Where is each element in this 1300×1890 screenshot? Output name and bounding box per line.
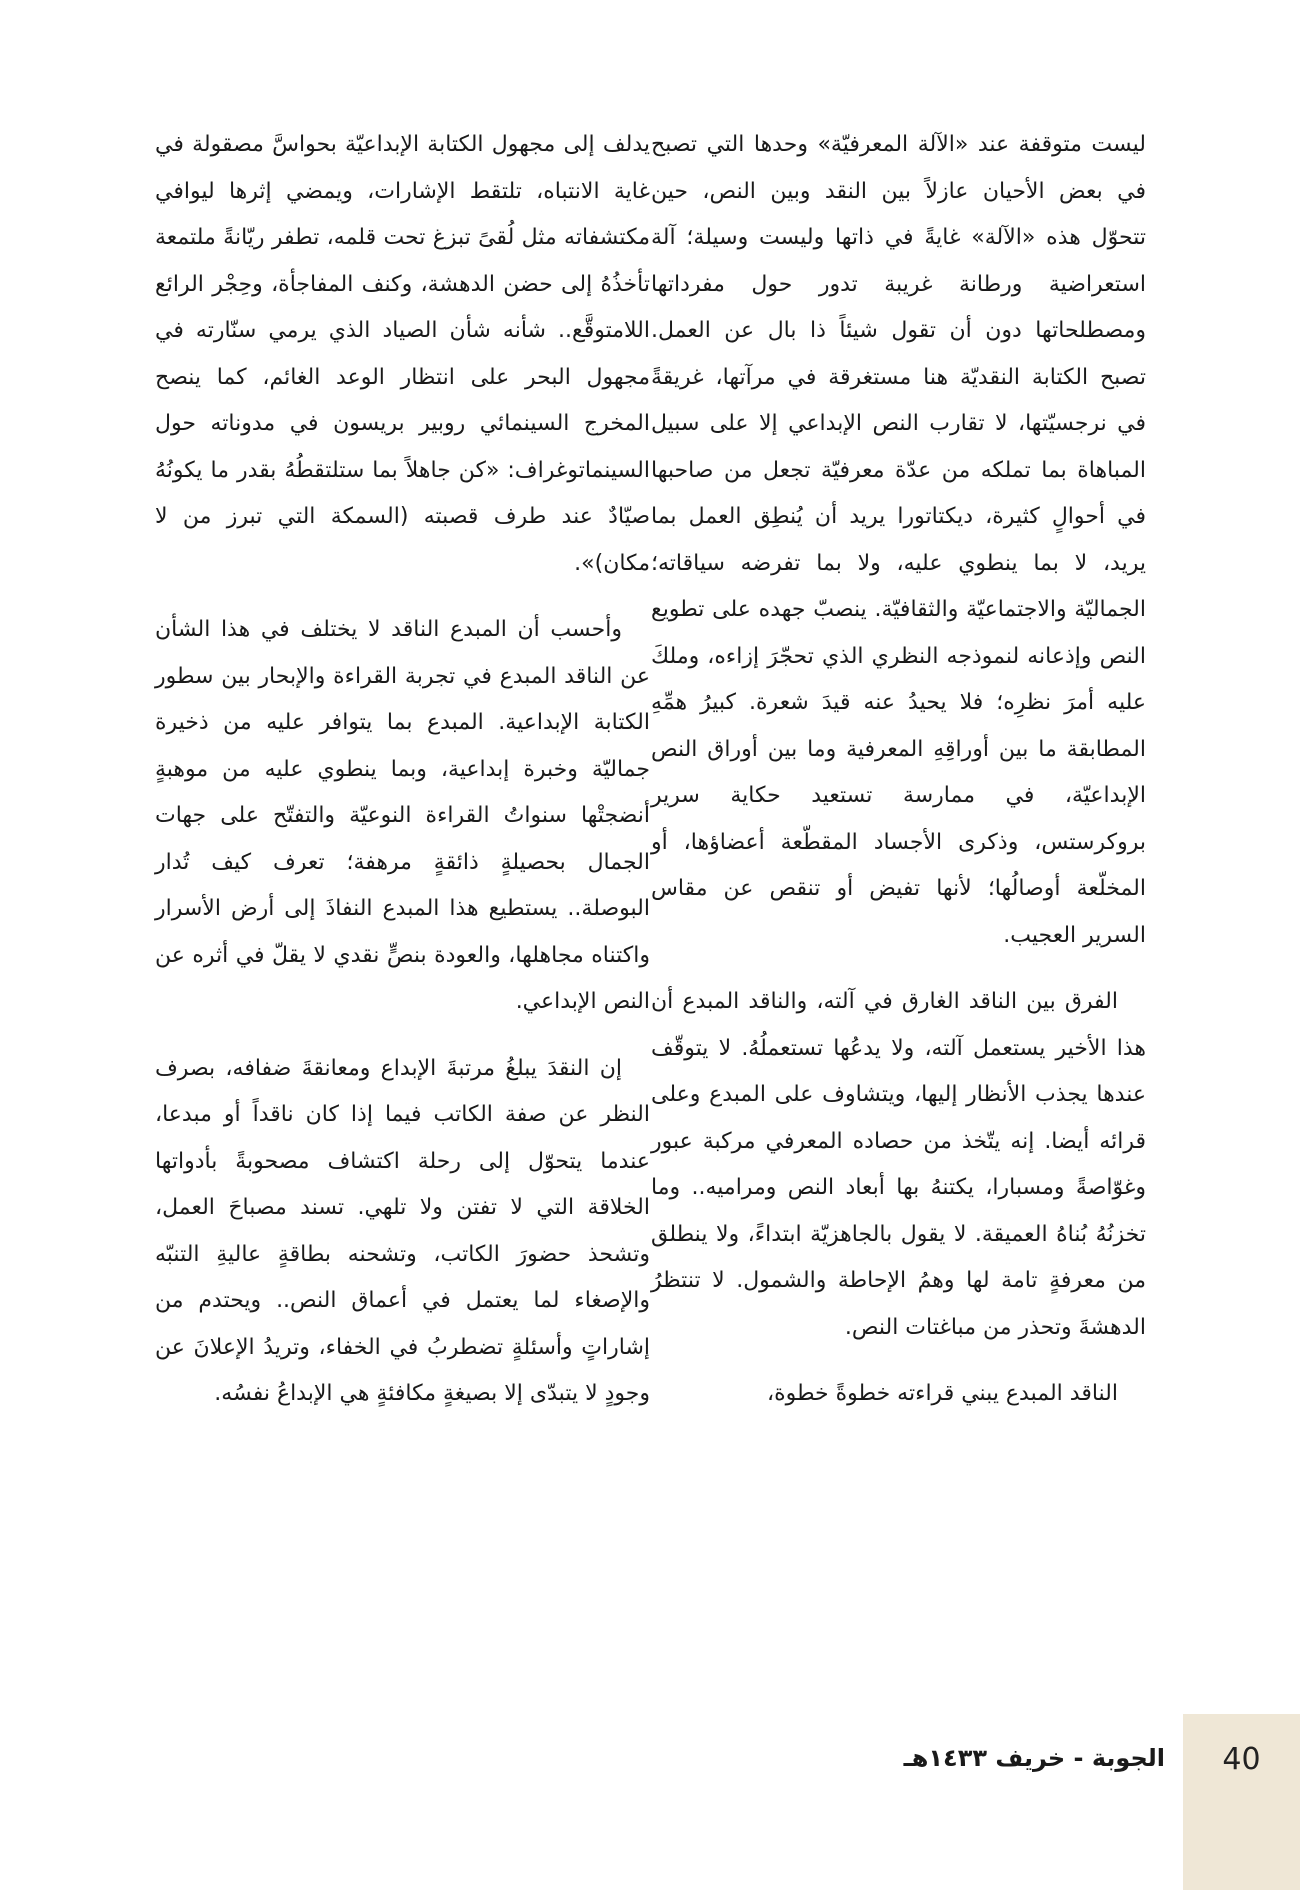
page-number: 40 [1222,1742,1261,1777]
issue-label: الجوبة - خريف ١٤٣٣هـ [903,1744,1165,1772]
paragraph: الناقد المبدع يبني قراءته خطوةً خطوة، [767,1381,1118,1406]
page-number-tab [1183,1714,1300,1890]
paragraph: إن النقدَ يبلغُ مرتبةَ الإبداع ومعانقةَ ضفافه، بصرف النظر عن صفة الكاتب فيما إذا كان ناقداً أو مبدعا، عندما يتحوّل إلى رحلة اكتشاف مصحوبةً بأدواتها الخلاقة التي لا تفتن ولا تلهي. تسند مصباحَ العمل، وتشحذ حضورَ الكاتب، وتشحنه بطاقةٍ عاليةِ التنبّه والإصغاء لما يعتمل في أعماق النص.. ويحتدم من إشاراتٍ وأسئلةٍ تضطربُ في الخفاء، وتريدُ الإعلانَ عن وجودٍ لا يتبدّى إلا بصيغةٍ مكافئةٍ هي الإبداعُ نفسُه. [155,1055,650,1406]
paragraph: الفرق بين الناقد الغارق في آلته، والناقد المبدع أن هذا الأخير يستعمل آلته، ولا يدعُها تستعملُهُ. لا يتوقّف عندها يجذب الأنظار إليها، ويتشاوف على المبدع وعلى قرائه أيضا. إنه يتّخذ من حصاده المعرفي مركبة عبور وغوّاصةً ومسبارا، يكتنهُ بها أبعاد النص ومراميه.. وما تخزنُهُ بُناهُ العميقة. لا يقول بالجاهزيّة ابتداءً، ولا ينطلق من معرفةٍ تامة لها وهمُ الإحاطة والشمول. لا تنتظرُ الدهشةَ وتحذر من مباغتات النص. [651,989,1146,1340]
paragraph: وأحسب أن المبدع الناقد لا يختلف في هذا الشأن عن الناقد المبدع في تجربة القراءة والإبحار بين سطور الكتابة الإبداعية. المبدع بما يتوافر عليه من ذخيرة جماليّة وخبرة إبداعية، وبما ينطوي عليه من موهبةٍ أنضجتْها سنواتُ القراءة النوعيّة والتفتّح على جهات الجمال بحصيلةٍ ذائقةٍ مرهفة؛ تعرف كيف تُدار البوصلة.. يستطيع هذا المبدع النفاذَ إلى أرض الأسرار واكتناه مجاهلها، والعودة بنصٍّ نقدي لا يقلّ في أثره عن النص الإبداعي. [155,617,650,1014]
article-column-right [651,122,1146,1418]
paragraph: يدلف إلى مجهول الكتابة الإبداعيّة بحواسَّ مصقولة في غاية الانتباه، تلتقط الإشارات، ويمضي إثرها ليوافي مكتشفاته مثل لُقىً تبزغ تحت قلمه، تطفر ريّانةً ملتمعة تأخذُهُ إلى حضن الدهشة، وكنف المفاجأة، وحِجْر الرائع اللامتوقَّع.. شأنه شأن الصياد الذي يرمي سنّارته في مجهول البحر على انتظار الوعد الغائم، كما ينصح المخرج السينمائي روبير بريسون في مدوناته حول السينماتوغراف: «كن جاهلاً بما ستلتقطُهُ بقدر ما يكونُهُ صيّادٌ عند طرف قصبته (السمكة التي تبرز من لا مكان)». [155,132,650,576]
article-column-left [155,122,650,1418]
paragraph: ليست متوقفة عند «الآلة المعرفيّة» وحدها التي تصبح في بعض الأحيان عازلاً بين النقد وبين النص، حين تتحوّل هذه «الآلة» غايةً في ذاتها وليست وسيلة؛ آلة استعراضية ورطانة غريبة تدور حول مفرداتها ومصطلحاتها دون أن تقول شيئاً ذا بال عن العمل. تصبح الكتابة النقديّة هنا مستغرقة في مرآتها، غريقةً في نرجسيّتها، لا تقارب النص الإبداعي إلا على سبيل المباهاة بما تملكه من عدّة معرفيّة تجعل من صاحبها في أحوالٍ كثيرة، ديكتاتورا يريد أن يُنطِق العمل بما يريد، لا بما ينطوي عليه، ولا بما تفرضه سياقاته؛ الجماليّة والاجتماعيّة والثقافيّة. ينصبّ جهده على تطويع النص وإذعانه لنموذجه النظري الذي تحجّرَ إزاءه، وملكَ عليه أمرَ نظرِه؛ فلا يحيدُ عنه قيدَ شعرة. كبيرُ همِّهِ المطابقة ما بين أوراقِهِ المعرفية وما بين أوراق النص الإبداعيّة، في ممارسة تستعيد حكاية سرير بروكرستس، وذكرى الأجساد المقطّعة أعضاؤها، أو المخلّعة أوصالُها؛ لأنها تفيض أو تنقص عن مقاس السرير العجيب. [651,132,1146,948]
